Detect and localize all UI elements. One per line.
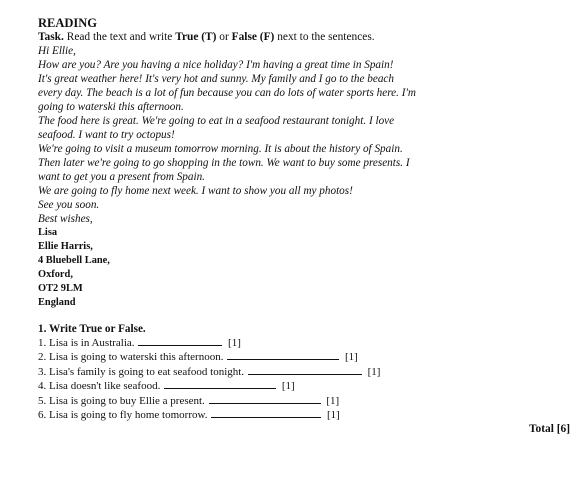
answer-blank[interactable] <box>211 408 321 418</box>
task-false-label: False (F) <box>231 31 275 43</box>
question-text: 2. Lisa is going to waterski this afternoon. <box>38 351 224 364</box>
section-heading: READING <box>38 16 98 30</box>
letter-signature: Lisa <box>38 227 58 238</box>
answer-blank[interactable] <box>138 336 222 346</box>
task-or: or <box>216 31 232 43</box>
question-item <box>38 394 558 408</box>
address-line: 4 Bluebell Lane, <box>38 255 110 266</box>
task-true-label: True (T) <box>175 31 217 43</box>
question-item <box>38 350 558 364</box>
question-text: 5. Lisa is going to buy Ellie a present. <box>38 394 205 407</box>
answer-blank[interactable] <box>248 365 362 375</box>
total-score: Total [6] <box>528 423 570 435</box>
worksheet <box>38 16 558 422</box>
question-mark: [1] <box>344 351 358 364</box>
letter-paragraph: How are you? Are you having a nice holiday? I'm having a great time in Spain! <box>38 59 394 71</box>
letter-sign-off: Best wishes, <box>38 213 93 225</box>
letter-closing: See you soon. <box>38 199 100 211</box>
address-block <box>38 240 558 310</box>
task-text-after: next to the sentences. <box>274 31 375 43</box>
task-text-before: Read the text and write <box>63 31 176 43</box>
task-prefix: Task. <box>38 31 64 43</box>
question-mark: [1] <box>326 409 340 422</box>
address-line: Oxford, <box>38 269 73 280</box>
letter-paragraph: The food here is great. We're going to eat in a seafood restaurant tonight. I love seafood. I want to try octopus! <box>38 115 395 141</box>
address-line: England <box>38 297 76 308</box>
questions-list <box>38 336 558 422</box>
letter-greeting: Hi Ellie, <box>38 45 76 57</box>
question-item <box>38 365 558 379</box>
letter-paragraph: We are going to fly home next week. I want to show you all my photos! <box>38 185 353 197</box>
question-text: 1. Lisa is in Australia. <box>38 337 135 349</box>
letter-paragraph: We're going to visit a museum tomorrow morning. It is about the history of Spain. Then later we're going to go shopping in the town. We want to buy some presents. I want to get you a present from Spain. <box>38 143 410 183</box>
address-line: Ellie Harris, <box>38 241 93 252</box>
question-text: 3. Lisa's family is going to eat seafood tonight. <box>38 365 245 378</box>
letter-signature-block <box>38 226 558 240</box>
question-item <box>38 379 558 393</box>
question-mark: [1] <box>326 394 340 407</box>
letter-body <box>38 44 558 226</box>
question-mark: [1] <box>228 337 241 349</box>
address-line: OT2 9LM <box>38 283 83 294</box>
answer-blank[interactable] <box>227 350 339 360</box>
task-instruction <box>38 30 558 44</box>
letter-paragraph: It's great weather here! It's very hot and sunny. My family and I go to the beach every day. The beach is a lot of fun because you can do lots of water sports here. I'm going to waterski this afternoon. <box>38 73 416 113</box>
answer-blank[interactable] <box>209 394 321 404</box>
answer-blank[interactable] <box>164 379 276 389</box>
question-mark: [1] <box>281 380 295 393</box>
question-item <box>38 336 558 350</box>
question-mark: [1] <box>367 365 381 378</box>
question-text: 4. Lisa doesn't like seafood. <box>38 380 161 393</box>
question-text: 6. Lisa is going to fly home tomorrow. <box>38 409 208 422</box>
questions-title: 1. Write True or False. <box>38 323 146 335</box>
question-item <box>38 408 558 422</box>
